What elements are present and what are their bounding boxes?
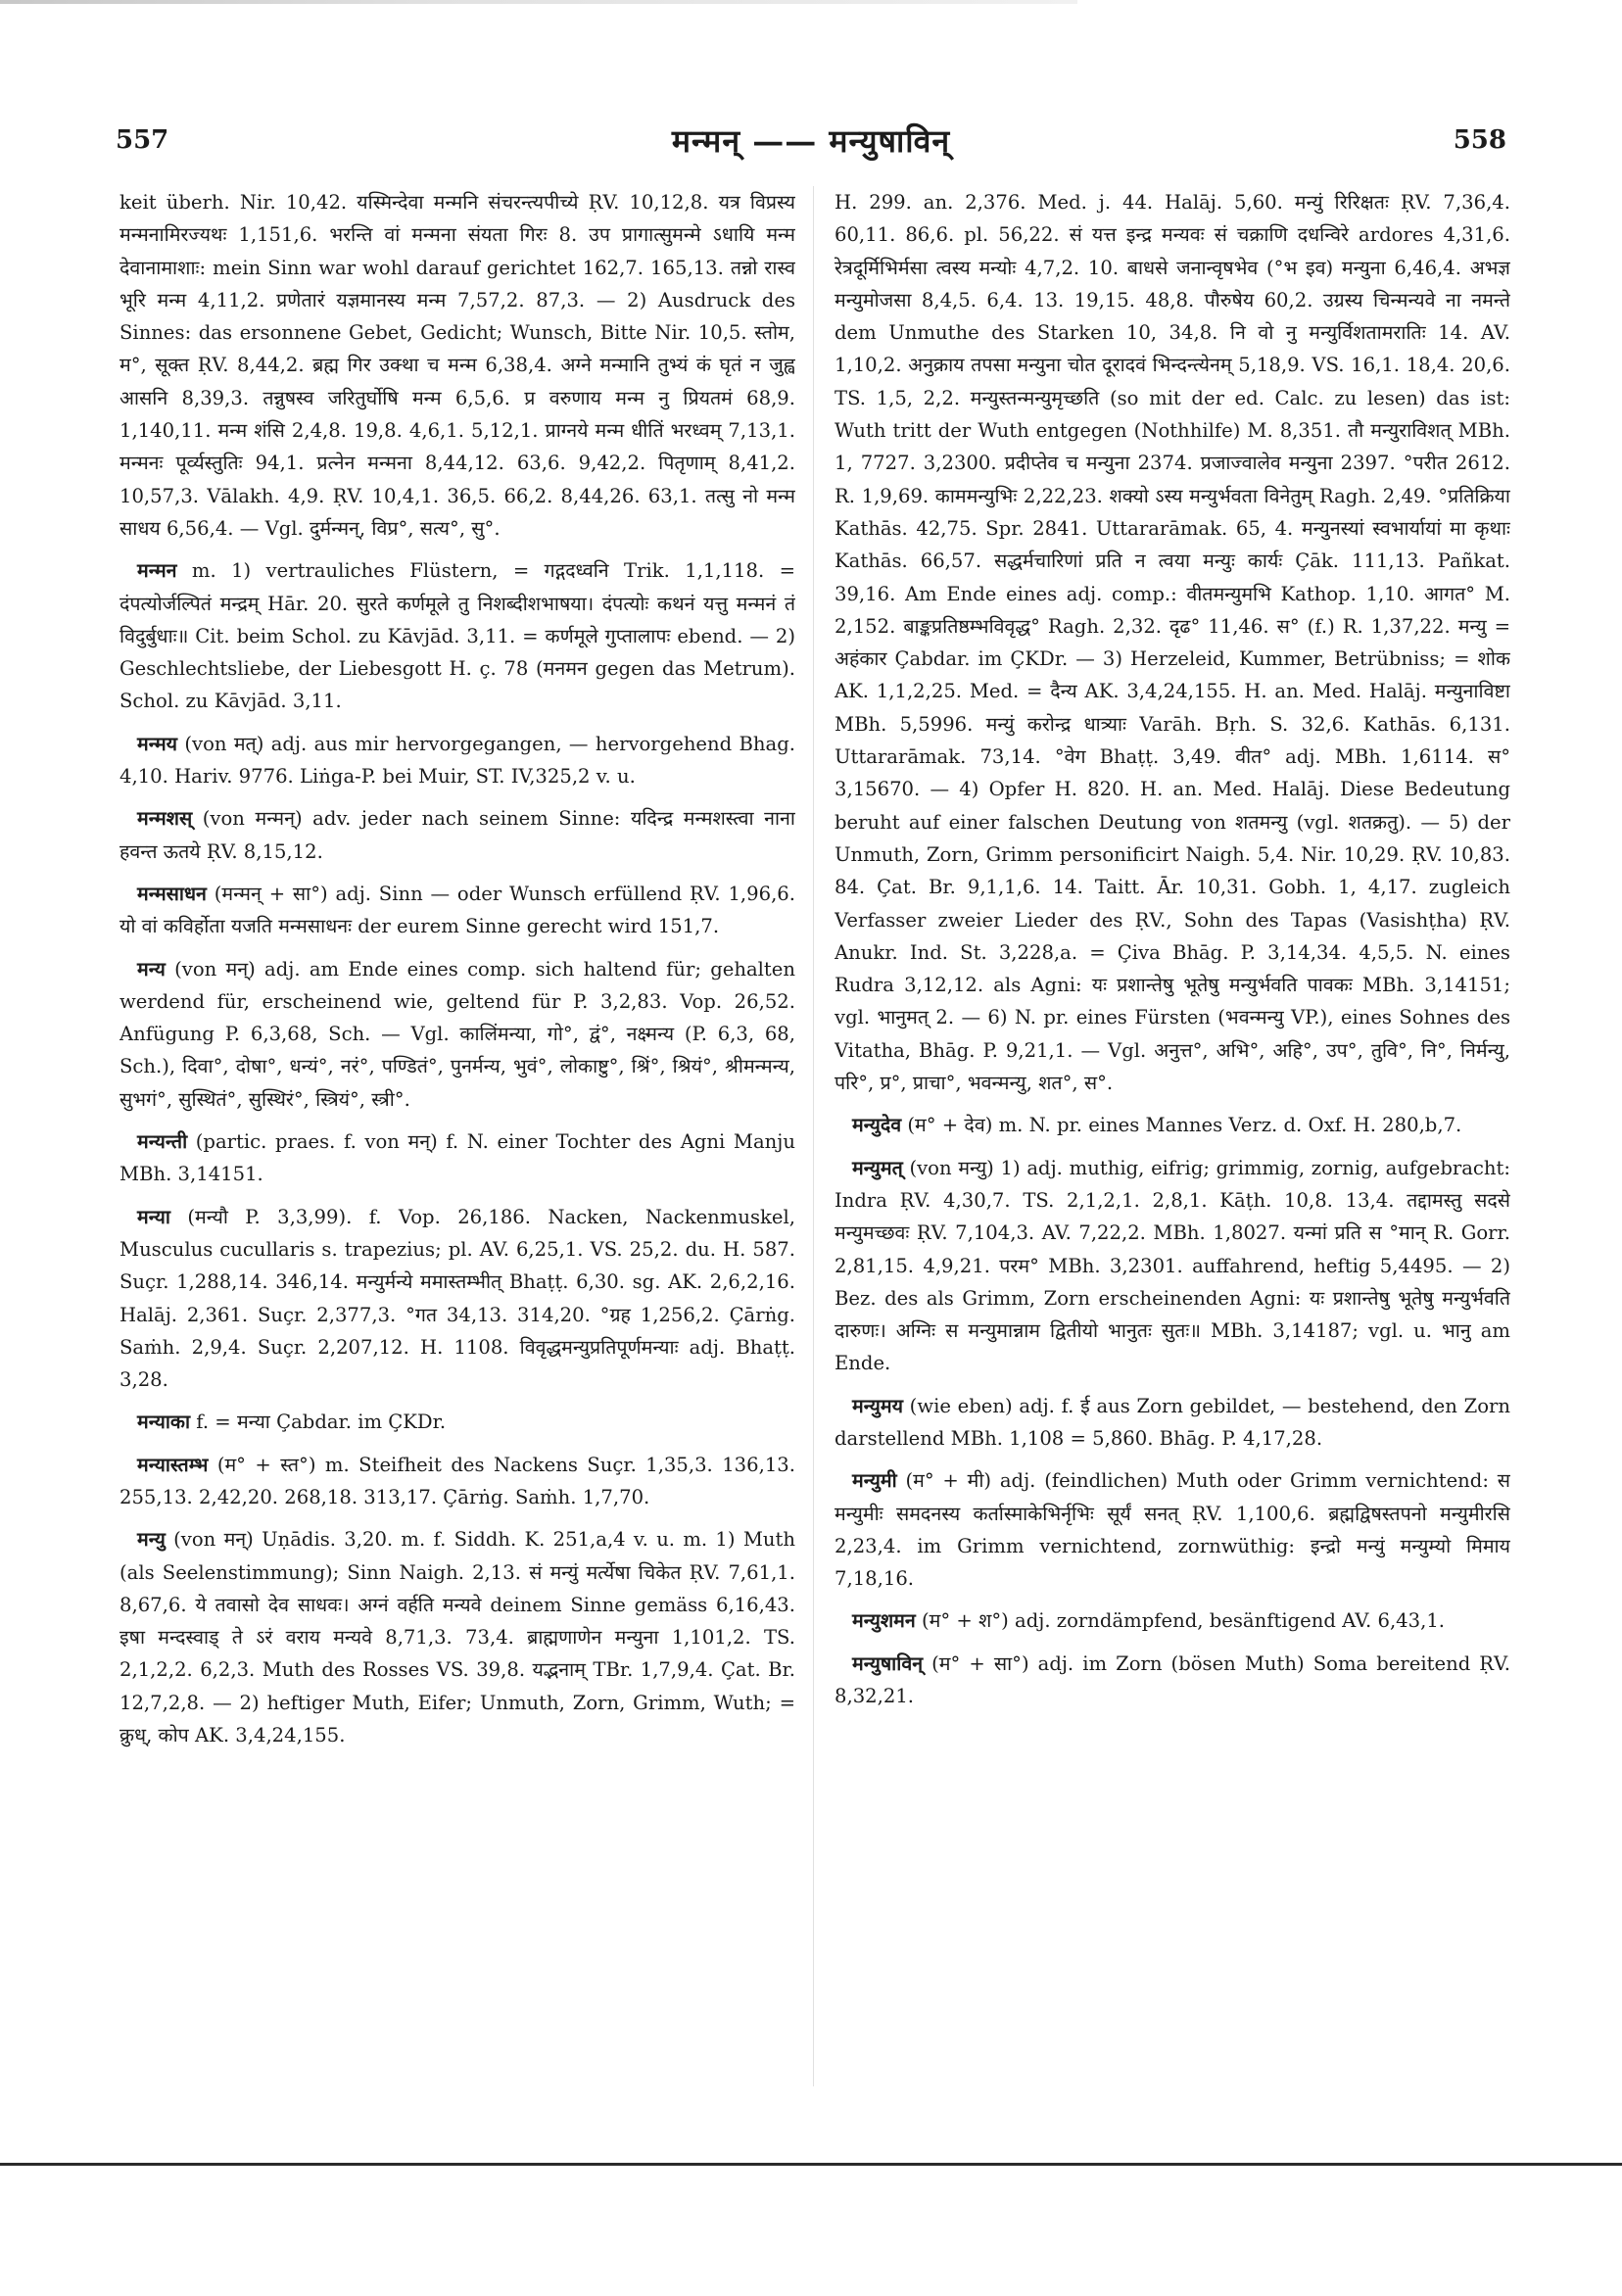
dictionary-entry bbox=[835, 1604, 1510, 1637]
entry-headword: मन्मन bbox=[137, 559, 177, 583]
entry-text: (von मत्) adj. aus mir hervorgegangen, — hervorgehend Bhag. 4,10. Hariv. 9776. Liṅga-P. bei Muir, ST. IV,325,2 v. u. bbox=[119, 732, 795, 789]
entry-headword: मन्युमी bbox=[852, 1469, 897, 1493]
entry-text: H. 299. an. 2,376. Med. j. 44. Halāj. 5,60. मन्युं रिरिक्षतः ṚV. 7,36,4. 60,11. 86,6. pl. 56,22. सं यत्त इन्द्र मन्यवः सं चक्राणि दधन्विरे ardores 4,31,6. रेत्रदूर्मिभिर्मसा त्वस्य मन्योः 4,7,2. 10. बाधसे जनान्वृषभेव (°भ इव) मन्युना 6,46,4. अभज्ञ मन्युमोजसा 8,4,5. 6,4. 13. 19,15. 48,8. पौरुषेय 60,2. उग्रस्य चिन्मन्यवे ना नमन्ते dem Unmuthe des Starken 10, 34,8. नि वो नु मन्युर्विशतामरातिः 14. AV. 1,10,2. अनुक्राय तपसा मन्युना चोत दूरादवं भिन्दन्त्येनम् 5,18,9. VS. 16,1. 18,4. 20,6. TS. 1,5, 2,2. मन्युस्तन्मन्युमृच्छति (so mit der ed. Calc. zu lesen) das ist: Wuth tritt der Wuth entgegen (Nothhilfe) M. 8,351. तौ मन्युराविशत् MBh. 1, 7727. 3,2300. प्रदीप्तेव च मन्युना 2374. प्रजाज्वालेव मन्युना 2397. °परीत 2612. R. 1,9,69. काममन्युभिः 2,22,23. शक्यो ऽस्य मन्युर्भवता विनेतुम् Ragh. 2,49. °प्रतिक्रिया Kathās. 42,75. Spr. 2841. Uttararāmak. 65, 4. मन्युनस्यां स्वभार्यायां मा कृथाः Kathās. 66,57. सद्धर्मचारिणां प्रति न त्वया मन्युः कार्यः Çāk. 111,13. Pañkat. 39,16. Am Ende eines adj. comp.: वीतमन्युमभि Kathop. 1,10. आगत° M. 2,152. बाङ्कप्रतिष्ठम्भविवृद्ध° Ragh. 2,32. दृढ° 11,46. स° (f.) R. 1,37,22. मन्यु = अहंकार Çabdar. im ÇKDr. — 3) Herzeleid, Kummer, Betrübniss; = शोक AK. 1,1,2,25. Med. = दैन्य AK. 3,4,24,155. H. an. Med. Halāj. मन्युनाविष्टा MBh. 5,5996. मन्युं करोन्द्र धात्र्याः Varāh. Bṛh. S. 32,6. Kathās. 6,131. Uttararāmak. 73,14. °वेग Bhaṭṭ. 3,49. वीत° adj. MBh. 1,6114. स° 3,15670. — 4) Opfer H. 820. H. an. Med. Halāj. Diese Bedeutung beruht auf einer falschen Deutung von शतमन्यु (vgl. शतक्रतु). — 5) der Unmuth, Zorn, Grimm personificirt Naigh. 5,4. Nir. 10,29. ṚV. 10,83. 84. Çat. Br. 9,1,1,6. 14. Taitt. Ār. 10,31. Gobh. 1, 4,17. zugleich Verfasser zweier Lieder des ṚV., Sohn des Tapas (Vasishṭha) ṚV. Anukr. Ind. St. 3,228,a. = Çiva Bhāg. P. 3,14,34. 4,5,5. N. eines Rudra 3,12,12. als Agni: यः प्रशान्तेषु भूतेषु मन्युर्भवति पावकः MBh. 3,14151; vgl. भानुमत् 2. — 6) N. pr. eines Fürsten (भवन्मन्यु VP.), eines Sohnes des Vitatha, Bhāg. P. 9,21,1. — Vgl. अनुत्त°, अभि°, अहि°, उप°, तुवि°, नि°, निर्मन्यु, परि°, प्र°, प्राचा°, भवन्मन्यु, शत°, स°. bbox=[835, 191, 1510, 1095]
dictionary-entry bbox=[119, 1523, 795, 1751]
entry-headword: मन्यु bbox=[137, 1528, 166, 1552]
dictionary-entry bbox=[835, 1152, 1510, 1380]
entry-headword: मन्मसाधन bbox=[137, 882, 207, 905]
entry-headword: मन्य bbox=[137, 957, 166, 981]
dictionary-entry bbox=[119, 1406, 795, 1438]
entry-headword: मन्मय bbox=[137, 732, 178, 755]
running-head: मन्मन् —— मन्युषाविन् bbox=[671, 122, 951, 160]
entry-text: (von मन्यु) 1) adj. muthig, eifrig; grimmig, zornig, aufgebracht: Indra ṚV. 4,30,7. TS. 2,1,2,1. 2,8,1. Kāṭh. 10,8. 13,4. तद्दामस्तु सदसे मन्युमच्छवः ṚV. 7,104,3. AV. 7,22,2. MBh. 1,8027. यन्मां प्रति स °मान् R. Gorr. 2,81,15. 4,9,21. परम° MBh. 3,2301. auffahrend, heftig 5,4495. — 2) Bez. des als Grimm, Zorn erscheinenden Agni: यः प्रशान्तेषु भूतेषु मन्युर्भवति दारुणः। अग्निः स मन्युमान्नाम द्वितीयो भानुतः सुतः॥ MBh. 3,14187; vgl. u. भानु am Ende. bbox=[835, 1156, 1510, 1375]
entry-text: (partic. praes. f. von मन्) f. N. einer Tochter des Agni Manju MBh. 3,14151. bbox=[119, 1130, 795, 1186]
dictionary-entry bbox=[835, 186, 1510, 1099]
scan-edge-artifact bbox=[0, 0, 1077, 4]
page-header bbox=[116, 120, 1506, 167]
dictionary-entry bbox=[119, 728, 795, 793]
dictionary-entry bbox=[835, 1390, 1510, 1456]
dictionary-entry bbox=[119, 1449, 795, 1514]
entry-text: (von मन्) Uṇādis. 3,20. m. f. Siddh. K. 251,a,4 v. u. m. 1) Muth (als Seelenstimmung); Sinn Naigh. 2,13. सं मन्युं मर्त्येषा चिकेत ṚV. 7,61,1. 8,67,6. ये तवासो देव साधवः। अग्नं वर्हति मन्यवे deinem Sinne gemäss 6,16,43. इषा मन्दस्वाड् ते ऽरं वराय मन्यवे 8,71,3. 73,4. ब्राह्मणाणेन मन्युना 1,101,2. TS. 2,1,2,2. 6,2,3. Muth des Rosses VS. 39,8. यद्भनाम् TBr. 1,7,9,4. Çat. Br. 12,7,2,8. — 2) heftiger Muth, Eifer; Unmuth, Zorn, Grimm, Wuth; = क्रुध्, कोप AK. 3,4,24,155. bbox=[119, 1528, 795, 1747]
right-column bbox=[835, 186, 1510, 2106]
dictionary-entry bbox=[119, 186, 795, 545]
entry-headword: मन्युषाविन् bbox=[852, 1651, 924, 1675]
entry-text: (wie eben) adj. f. ई aus Zorn gebildet, — bestehend, den Zorn darstellend MBh. 1,108 = 5,860. Bhāg. P. 4,17,28. bbox=[835, 1394, 1510, 1450]
dictionary-entry bbox=[119, 1125, 795, 1191]
entry-text: (म° + श°) adj. zorndämpfend, besänftigend AV. 6,43,1. bbox=[915, 1609, 1446, 1633]
entry-text: (मन्मन् + सा°) adj. Sinn — oder Wunsch erfüllend ṚV. 1,96,6. यो वां कविर्होता यजति मन्मसाधनः der eurem Sinne gerecht wird 151,7. bbox=[119, 882, 795, 938]
dictionary-entry bbox=[119, 1201, 795, 1397]
footer-rule bbox=[0, 2163, 1622, 2166]
entry-headword: मन्मशस् bbox=[137, 807, 193, 831]
entry-text: (म° + सा°) adj. im Zorn (bösen Muth) Soma bereitend ṚV. 8,32,21. bbox=[835, 1651, 1510, 1708]
entry-headword: मन्यास्तम्भ bbox=[137, 1453, 209, 1476]
dictionary-entry bbox=[835, 1648, 1510, 1713]
column-gutter bbox=[813, 186, 814, 2086]
entry-text: (मन्यौ P. 3,3,99). f. Vop. 26,186. Nacken, Nackenmuskel, Musculus cucullaris s. trapezius; pl. AV. 6,25,1. VS. 25,2. du. H. 587. Suçr. 1,288,14. 346,14. मन्युर्मन्ये ममास्तम्भीत् Bhaṭṭ. 6,30. sg. AK. 2,6,2,16. Halāj. 2,361. Suçr. 2,377,3. °गत 34,13. 314,20. °ग्रह 1,256,2. Çārṅg. Saṁh. 2,9,4. Suçr. 2,207,12. H. 1108. विवृद्धमन्युप्रतिपूर्णमन्याः adj. Bhaṭṭ. 3,28. bbox=[119, 1205, 795, 1392]
entry-text: m. 1) vertrauliches Flüstern, = गद्गदध्वनि Trik. 1,1,118. = दंपत्योर्जल्पितं मन्द्रम् Hār. 20. सुरते कर्णमूले तु निशब्दीशभाषया। दंपत्योः कथनं यत्तु मन्मनं तं विदुर्बुधाः॥ Cit. beim Schol. zu Kāvjād. 3,11. = कर्णमूले गुप्तालापः ebend. — 2) Geschlechtsliebe, der Liebesgott H. ç. 78 (मनमन gegen das Metrum). Schol. zu Kāvjād. 3,11. bbox=[119, 559, 795, 713]
left-column bbox=[119, 186, 795, 2106]
page-number-left: 557 bbox=[116, 125, 169, 155]
entry-headword: मन्युशमन bbox=[852, 1609, 916, 1633]
entry-headword: मन्या bbox=[137, 1205, 170, 1228]
entry-headword: मन्यन्ती bbox=[137, 1130, 188, 1154]
entry-text: (von मन्मन्) adv. jeder nach seinem Sinne: यदिन्द्र मन्मशस्त्वा नाना हवन्त ऊतये ṚV. 8,15,12. bbox=[119, 807, 795, 863]
dictionary-entry bbox=[119, 802, 795, 868]
dictionary-entry bbox=[119, 878, 795, 943]
entry-text: keit überh. Nir. 10,42. यस्मिन्देवा मन्मनि संचरन्त्यपीच्ये ṚV. 10,12,8. यत्र विप्रस्य मन्मनामिरज्यथः 1,151,6. भरन्ति वां मन्मना संयता गिरः 8. उप प्रागात्सुमन्मे ऽधायि मन्म देवानामाशाः: mein Sinn war wohl darauf gerichtet 162,7. 165,13. तन्नो रास्व भूरि मन्म 4,11,2. प्रणेतारं यज्ञमानस्य मन्म 7,57,2. 87,3. — 2) Ausdruck des Sinnes: das ersonnene Gebet, Gedicht; Wunsch, Bitte Nir. 10,5. स्तोम, म°, सूक्त ṚV. 8,44,2. ब्रह्म गिर उक्था च मन्म 6,38,4. अग्ने मन्मानि तुभ्यं कं घृतं न जुह्व आसनि 8,39,3. तन्नुषस्व जरितुर्घोषि मन्म 6,5,6. प्र वरुणाय मन्म नु प्रियतमं 68,9. 1,140,11. मन्म शंसि 2,4,8. 19,8. 4,6,1. 5,12,1. प्राग्नये मन्म धीतिं भरध्वम् 7,13,1. मन्मनः पूर्व्यस्तुतिः 94,1. प्रत्नेन मन्मना 8,44,12. 63,6. 9,42,2. पितृणाम् 8,41,2. 10,57,3. Vālakh. 4,9. ṚV. 10,4,1. 36,5. 66,2. 8,44,26. 63,1. तत्सु नो मन्म साधय 6,56,4. — Vgl. दुर्मन्मन्, विप्र°, सत्य°, सु°. bbox=[119, 191, 795, 540]
dictionary-entry bbox=[835, 1464, 1510, 1595]
entry-headword: मन्युदेव bbox=[852, 1114, 902, 1137]
entry-text: (म° + देव) m. N. pr. eines Mannes Verz. d. Oxf. H. 280,b,7. bbox=[901, 1114, 1462, 1137]
entry-headword: मन्युमय bbox=[852, 1394, 903, 1417]
entry-headword: मन्युमत् bbox=[852, 1156, 903, 1179]
entry-text: (म° + मी) adj. (feindlichen) Muth oder Grimm vernichtend: स मन्युमीः समदनस्य कर्तास्माकेभिर्नृभिः सूर्यं सनत् ṚV. 1,100,6. ब्रह्मद्विषस्तपनो मन्युमीरसि 2,23,4. im Grimm vernichtend, zornwüthig: इन्द्रो मन्युं मन्युम्यो मिमाय 7,18,16. bbox=[835, 1469, 1510, 1591]
entry-headword: मन्याका bbox=[137, 1411, 191, 1434]
dictionary-entry bbox=[119, 953, 795, 1116]
page-number-right: 558 bbox=[1453, 125, 1506, 155]
entry-text: (म° + स्त°) m. Steifheit des Nackens Suçr. 1,35,3. 136,13. 255,13. 2,42,20. 268,18. 313,17. Çārṅg. Saṁh. 1,7,70. bbox=[119, 1453, 795, 1508]
dictionary-entry bbox=[119, 554, 795, 717]
entry-text: f. = मन्या Çabdar. im ÇKDr. bbox=[190, 1411, 447, 1434]
dictionary-entry bbox=[835, 1109, 1510, 1141]
entry-text: (von मन्) adj. am Ende eines comp. sich haltend für; gehalten werdend für, erscheinend wie, geltend für P. 3,2,83. Vop. 26,52. Anfügung P. 6,3,68, Sch. — Vgl. कालिंमन्या, गो°, द्वं°, नक्ष्मन्य (P. 6,3, 68, Sch.), दिवा°, दोषा°, धन्यं°, नरं°, पण्डितं°, पुनर्मन्य, भुवं°, लोकाष्टु°, श्रिं°, श्रियं°, श्रीमन्मन्य, सुभगं°, सुस्थितं°, सुस्थिरं°, स्त्रियं°, स्त्री°. bbox=[119, 957, 795, 1111]
